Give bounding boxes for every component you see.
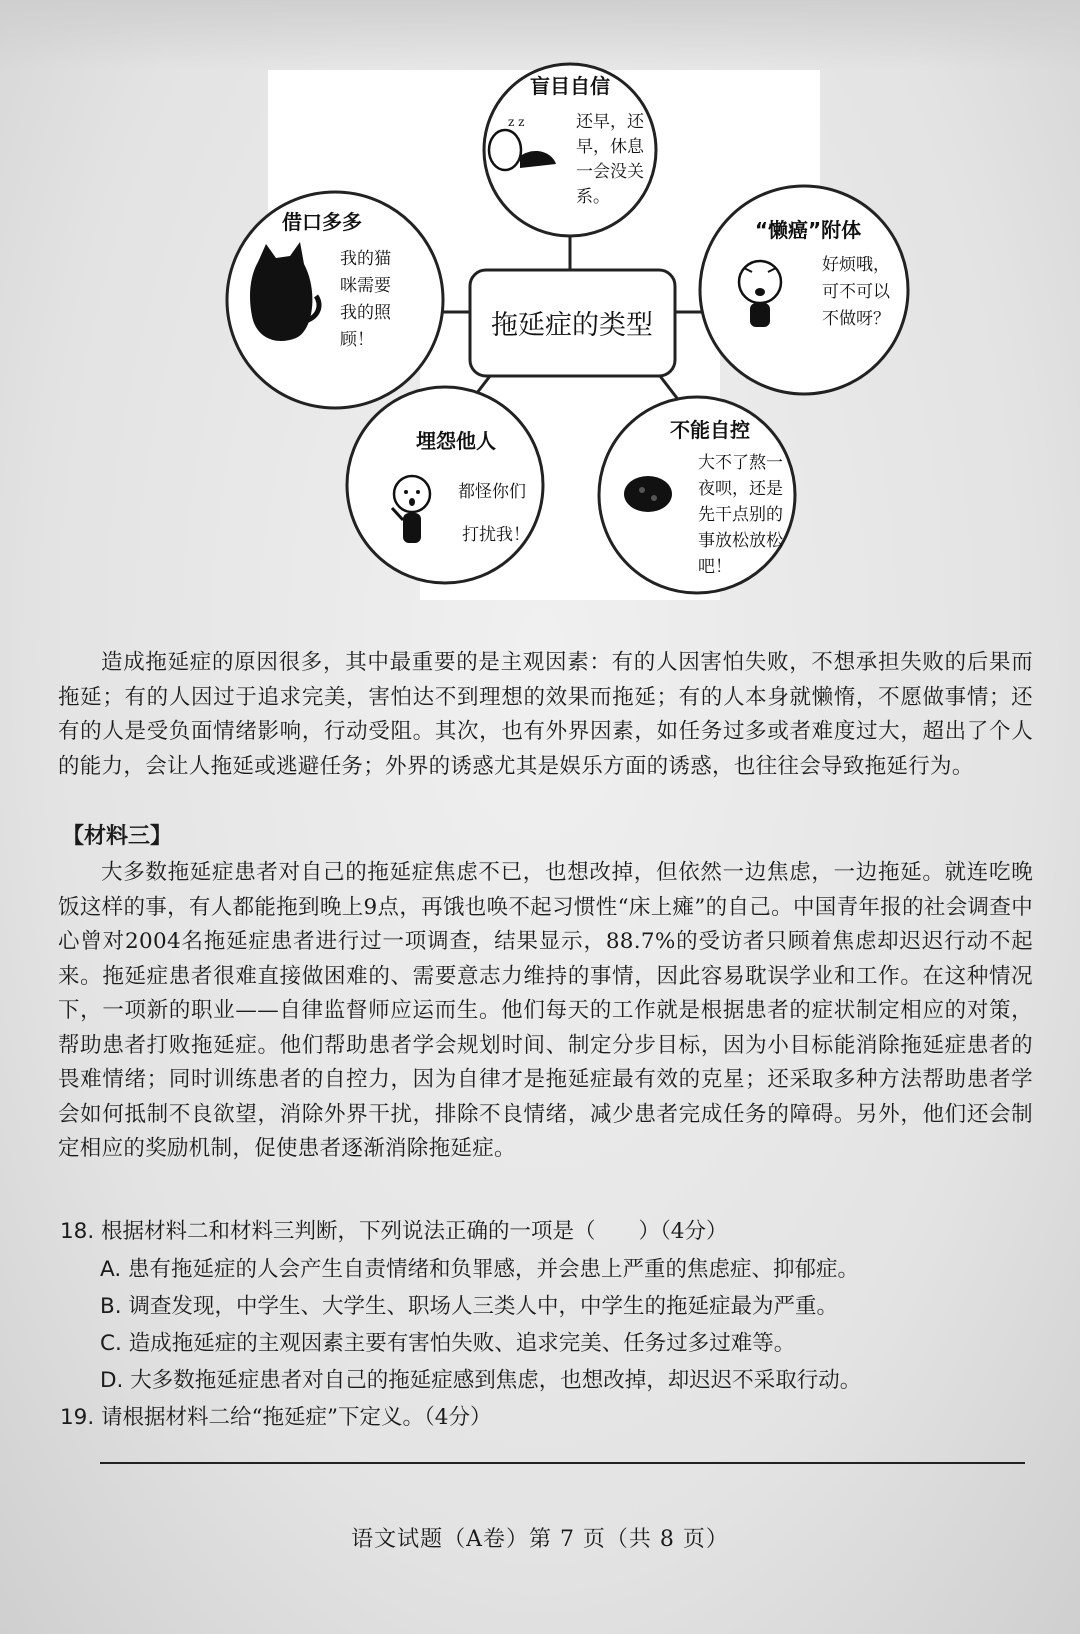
node-title: “懒癌”附体 — [754, 218, 862, 242]
node-blind-confidence — [484, 64, 656, 236]
svg-text:一会没关: 一会没关 — [576, 162, 644, 182]
node-title: 盲目自信 — [530, 74, 610, 98]
svg-text:吧！: 吧！ — [698, 557, 732, 577]
svg-text:还早，还: 还早，还 — [576, 112, 644, 132]
svg-text:好烦哦，: 好烦哦， — [822, 255, 890, 275]
svg-text:都怪你们: 都怪你们 — [458, 482, 526, 502]
question-stem: 根据材料二和材料三判断，下列说法正确的一项是（ ）（4分） — [101, 1219, 728, 1244]
node-title: 借口多多 — [282, 210, 362, 234]
svg-text:系。: 系。 — [576, 187, 610, 207]
option-b: B. 调查发现，中学生、大学生、职场人三类人中，中学生的拖延症最为严重。 — [100, 1294, 838, 1319]
node-title: 不能自控 — [670, 418, 750, 442]
node-no-self-control — [599, 397, 795, 593]
node-lazy-possessed — [700, 186, 908, 394]
page-bottom-rule — [100, 1462, 1025, 1464]
procrastination-types-mindmap — [0, 0, 1080, 620]
node-many-excuses — [227, 192, 443, 408]
svg-text:不做呀？: 不做呀？ — [822, 309, 890, 329]
svg-text:可不可以: 可不可以 — [822, 282, 890, 302]
svg-text:夜呗，还是: 夜呗，还是 — [698, 479, 783, 499]
svg-text:早，休息: 早，休息 — [576, 137, 644, 157]
material2-causes-paragraph — [58, 646, 1033, 784]
svg-text:顾！: 顾！ — [340, 330, 374, 350]
option-d: D. 大多数拖延症患者对自己的拖延症感到焦虑，也想改掉，却迟迟不采取行动。 — [100, 1368, 862, 1393]
svg-text:大不了熬一: 大不了熬一 — [698, 453, 783, 473]
paragraph-text: 造成拖延症的原因很多，其中最重要的是主观因素：有的人因害怕失败，不想承担失败的后果而拖延；有的人因过于追求完美，害怕达不到理想的效果而拖延；有的人本身就懒惰，不愿做事情；还有的人是受负面情绪影响，行动受阻。其次，也有外界因素，如任务过多或者难度过大，超出了个人的能力，会让人拖延或逃避任务；外界的诱惑尤其是娱乐方面的诱惑，也往往会导致拖延行为。 — [58, 650, 1034, 779]
node-title: 埋怨他人 — [416, 429, 496, 453]
question-18 — [60, 1214, 727, 1245]
svg-text:打扰我！: 打扰我！ — [462, 525, 530, 545]
question-stem: 请根据材料二给“拖延症”下定义。（4分） — [101, 1405, 492, 1430]
svg-text:咪需要: 咪需要 — [340, 276, 391, 296]
question-19 — [60, 1400, 491, 1431]
paragraph-text: 大多数拖延症患者对自己的拖延症焦虑不已，也想改掉，但依然一边焦虑，一边拖延。就连吃晚饭这样的事，有人都能拖到晚上9点，再饿也唤不起习惯性“床上瘫”的自己。中国青年报的社会调查中心曾对2004名拖延症患者进行过一项调查，结果显示，88.7%的受访者只顾着焦虑却迟迟行动不起来。拖延症患者很难直接做困难的、需要意志力维持的事情，因此容易耽误学业和工作。在这种情况下，一项新的职业——自律监督师应运而生。他们每天的工作就是根据患者的症状制定相应的对策，帮助患者打败拖延症。他们帮助患者学会规划时间、制定分步目标，因为小目标能消除拖延症患者的畏难情绪；同时训练患者的自控力，因为自律才是拖延症最有效的克星；还采取多种方法帮助患者学会如何抵制不良欲望，消除外界干扰，排除不良情绪，减少患者完成任务的障碍。另外，他们还会制定相应的奖励机制，促使患者逐渐消除拖延症。 — [58, 860, 1034, 1161]
question-number: 18. — [60, 1219, 95, 1244]
material3-heading: 【材料三】 — [62, 824, 173, 849]
material3-paragraph — [58, 856, 1033, 1167]
page-footer: 语文试题（A卷）第 7 页（共 8 页） — [351, 1527, 729, 1552]
svg-text:z z: z z — [508, 115, 525, 129]
option-c: C. 造成拖延症的主观因素主要有害怕失败、追求完美、任务过多过难等。 — [100, 1331, 796, 1356]
svg-text:先干点别的: 先干点别的 — [698, 505, 783, 525]
svg-text:我的猫: 我的猫 — [340, 249, 391, 269]
game-controller-icon — [624, 476, 672, 512]
question-number: 19. — [60, 1405, 95, 1430]
node-blame-others — [347, 387, 543, 583]
option-a: A. 患有拖延症的人会产生自责情绪和负罪感，并会患上严重的焦虑症、抑郁症。 — [100, 1257, 860, 1282]
svg-text:我的照: 我的照 — [340, 303, 391, 323]
svg-text:事放松放松: 事放松放松 — [698, 531, 783, 551]
center-label: 拖延症的类型 — [491, 310, 653, 341]
